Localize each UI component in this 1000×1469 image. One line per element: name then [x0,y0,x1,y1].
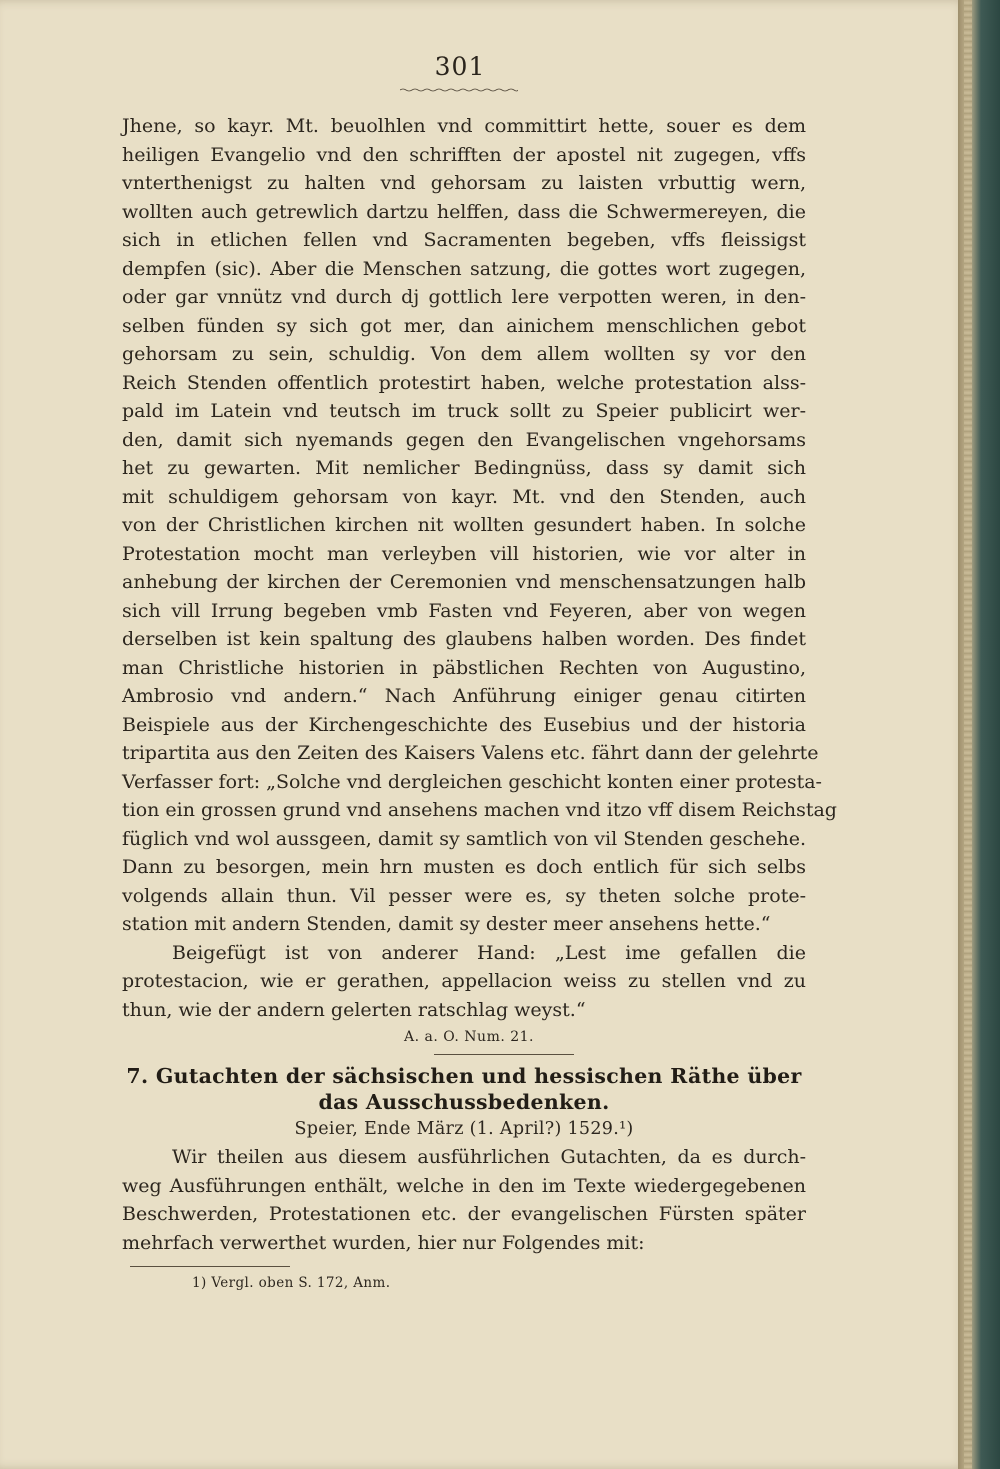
text-line: Verfasser fort: „Solche vnd dergleichen geschicht konten einer protesta- [122,770,822,793]
section-heading-line-2: das Ausschussbedenken. [318,1090,610,1114]
text-line: protestacion, wie er gerathen, appellacion weiss zu stellen vnd zu [122,970,806,992]
text-line: wollten auch getrewlich dartzu helffen, dass die Schwermereyen, die [122,200,806,223]
body-text [122,112,837,1293]
text-line: volgends allain thun. Vil pesser were es, sy theten solche prote- [122,884,806,907]
page-edges [964,0,972,1469]
text-line: Beigefügt ist von anderer Hand: „Lest ime gefallen die [172,941,806,964]
paragraph-quoted-protestation [122,112,837,939]
text-line: gehorsam zu sein, schuldig. Von dem allem wollten sy vor den [122,343,806,365]
text-line: Protestation mocht man verleyben vill historien, wie vor alter in [122,542,806,565]
source-citation: A. a. O. Num. 21. [403,1029,535,1045]
text-line: Wir theilen aus diesem ausführlichen Gutachten, da es durch- [172,1146,806,1168]
section-divider [434,1054,574,1055]
text-line: vnterthenigst zu halten vnd gehorsam zu laisten vrbuttig wern, [122,172,806,194]
text-line: weg Ausführungen enthält, welche in den im Texte wiedergegebenen [122,1174,806,1197]
section-dateline: Speier, Ende März (1. April?) 1529.¹) [294,1119,634,1139]
text-line: anhebung der kirchen der Ceremonien vnd menschensatzungen halb [122,571,806,593]
text-line: Beispiele aus der Kirchengeschichte des Eusebius und der historia [122,713,806,736]
text-line: Beschwerden, Protestationen etc. der evangelischen Fürsten später [122,1203,806,1225]
text-line: mehrfach verwerthet wurden, hier nur Folgendes mit: [122,1231,645,1254]
text-line: sich vill Irrung begeben vmb Fasten vnd Feyeren, aber von wegen [122,599,806,622]
text-line: Jhene, so kayr. Mt. beuolhlen vnd committirt hette, souer es dem [122,115,806,137]
text-line: pald im Latein vnd teutsch im truck sollt zu Speier publicirt wer- [122,400,806,422]
section-heading-line-1: 7. Gutachten der sächsischen und hessischen Räthe über [126,1064,802,1088]
footnote-divider [130,1266,290,1267]
page-number-ornament [400,88,518,92]
text-line: den, damit sich nyemands gegen den Evangelischen vngehorsams [122,428,806,451]
text-line: Reich Stenden offentlich protestirt haben, welche protestation alss- [122,371,806,394]
text-line: tripartita aus den Zeiten des Kaisers Valens etc. fährt dann der gelehrte [122,742,819,764]
text-line: sich in etlichen fellen vnd Sacramenten begeben, vffs fleissigst [122,229,806,251]
text-line: Ambrosio vnd andern.“ Nach Anführung einiger genau citirten [122,685,806,707]
paragraph-introduction [122,1143,806,1257]
page-number: 301 [434,52,486,81]
text-line: selben fünden sy sich got mer, dan ainichem menschlichen gebot [122,314,806,337]
text-line: dempfen (sic). Aber die Menschen satzung, die gottes wort zugegen, [122,257,806,280]
text-line: von der Christlichen kirchen nit wollten gesundert haben. In solche [122,514,806,536]
paragraph-annotation [122,939,806,1025]
text-line: station mit andern Stenden, damit sy dester meer ansehens hette.“ [122,913,771,935]
text-line: heiligen Evangelio vnd den schrifften der apostel nit zugegen, vffs [122,143,806,166]
text-line: derselben ist kein spaltung des glaubens halben worden. Des findet [122,628,806,650]
text-line: man Christliche historien in päbstlichen Rechten von Augustino, [122,656,806,679]
text-line: tion ein grossen grund vnd ansehens machen vnd itzo vff disem Reichstag [122,799,837,821]
text-line: füglich vnd wol aussgeen, damit sy samtlich von vil Stenden geschehe. [122,827,806,850]
text-line: oder gar vnnütz vnd durch dj gottlich lere verpotten weren, in den- [122,286,806,308]
text-line: thun, wie der andern gelerten ratschlag weyst.“ [122,998,586,1021]
footnote: 1) Vergl. oben S. 172, Anm. [192,1275,391,1291]
text-line: het zu gewarten. Mit nemlicher Bedingnüss, dass sy damit sich [122,457,806,479]
text-line: Dann zu besorgen, mein hrn musten es doch entlich für sich selbs [122,856,806,878]
text-line: mit schuldigem gehorsam von kayr. Mt. vnd den Stenden, auch [122,485,806,508]
